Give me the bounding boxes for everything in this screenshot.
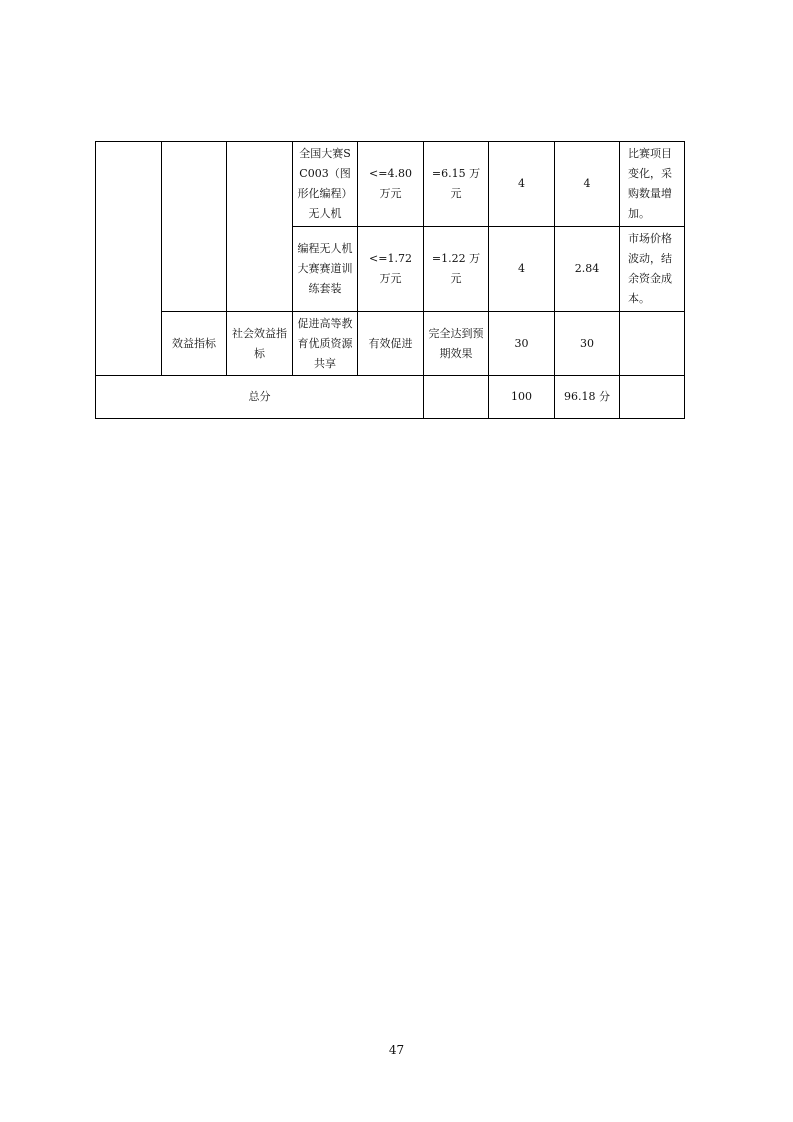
note-cell: [620, 312, 685, 376]
actual-value-cell: =6.15 万元: [424, 142, 489, 227]
target-value-cell: <=1.72 万元: [358, 227, 424, 312]
weight-cell: 4: [489, 227, 555, 312]
level1-cell-empty: [162, 142, 227, 312]
score-cell: 4: [555, 142, 620, 227]
total-score-cell: 96.18 分: [555, 376, 620, 419]
total-note-cell: [620, 376, 685, 419]
actual-value-cell: =1.22 万元: [424, 227, 489, 312]
page-number: 47: [388, 1043, 405, 1057]
note-cell: 比赛项目变化，采购数量增加。: [620, 142, 685, 227]
indicator-cell: 促进高等教育优质资源共享: [293, 312, 358, 376]
weight-cell: 4: [489, 142, 555, 227]
actual-value-cell: 完全达到预期效果: [424, 312, 489, 376]
total-row: [96, 376, 685, 419]
indicator-cell: 全国大赛SC003（图形化编程）无人机: [293, 142, 358, 227]
table-row: [96, 312, 685, 376]
score-cell: 2.84: [555, 227, 620, 312]
target-value-cell: 有效促进: [358, 312, 424, 376]
total-weight-cell: 100: [489, 376, 555, 419]
level2-cell: 社会效益指标: [227, 312, 293, 376]
score-cell: 30: [555, 312, 620, 376]
note-cell: 市场价格波动，结余资金成本。: [620, 227, 685, 312]
total-label-cell: 总分: [96, 376, 424, 419]
level1-cell: 效益指标: [162, 312, 227, 376]
category-cell-empty: [96, 142, 162, 376]
weight-cell: 30: [489, 312, 555, 376]
indicator-cell: 编程无人机大赛赛道训练套装: [293, 227, 358, 312]
total-actual-cell: [424, 376, 489, 419]
target-value-cell: <=4.80 万元: [358, 142, 424, 227]
level2-cell-empty: [227, 142, 293, 312]
table-row: [96, 142, 685, 227]
performance-table: [95, 141, 685, 419]
